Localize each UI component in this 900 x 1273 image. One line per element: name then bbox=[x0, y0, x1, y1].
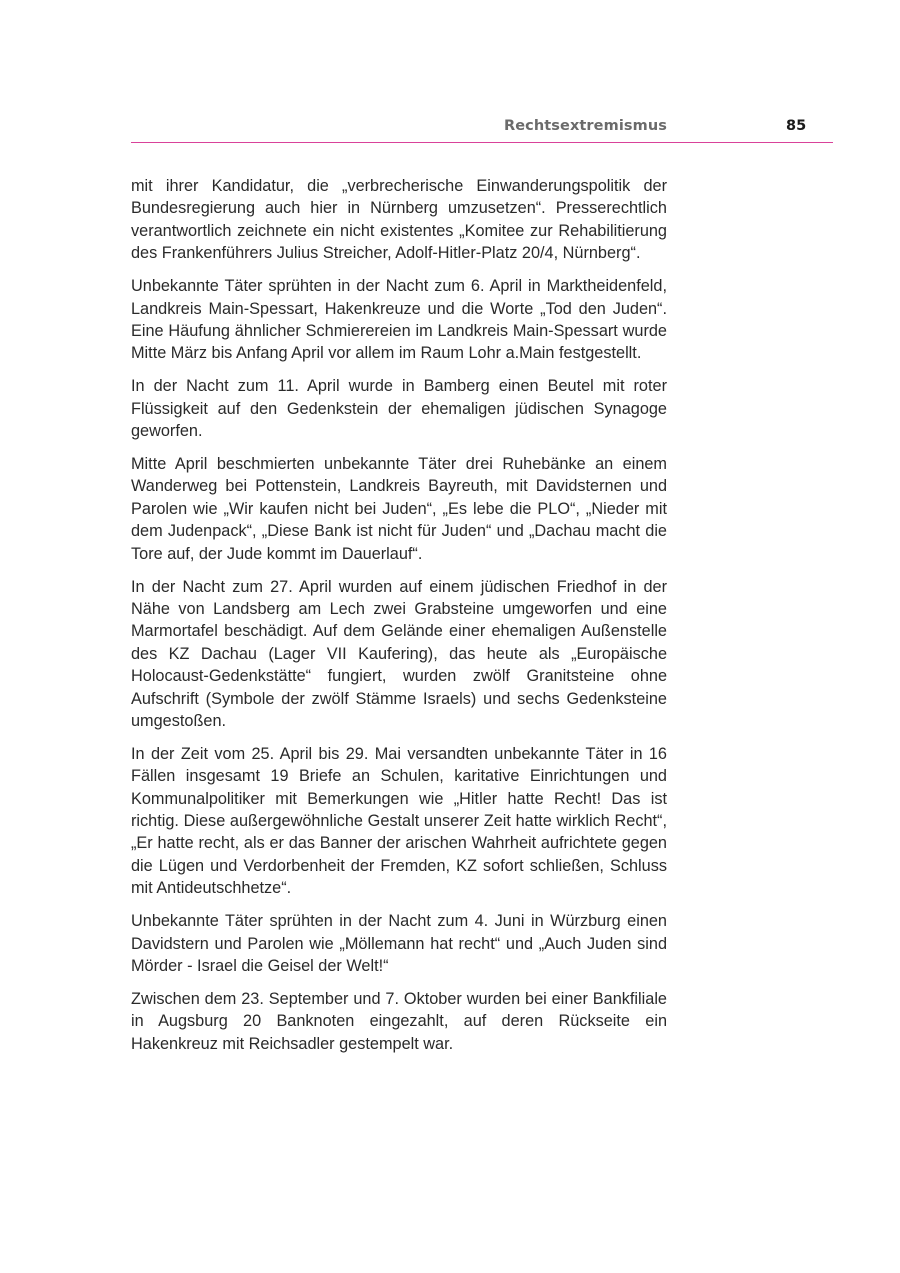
paragraph: Zwischen dem 23. September und 7. Oktober wurden bei einer Bankfiliale in Augsburg 20 Banknoten eingezahlt, auf deren Rückseite ein Hakenkreuz mit Reichsadler gestempelt war. bbox=[131, 989, 667, 1053]
running-header bbox=[131, 116, 833, 143]
page-number: 85 bbox=[786, 118, 807, 134]
paragraph: Unbekannte Täter sprühten in der Nacht zum 4. Juni in Würzburg einen Davidstern und Parolen wie „Möllemann hat recht“ und „Auch Juden sind Mörder - Israel die Geisel der Welt!“ bbox=[131, 912, 667, 975]
paragraph: In der Nacht zum 27. April wurden auf einem jüdischen Friedhof in der Nähe von Landsberg am Lech zwei Grabsteine umgeworfen und eine Marmortafel beschädigt. Auf dem Gelände einer ehemaligen Außenstelle des KZ Dachau (Lager VII Kaufering), das heute als „Europäische Holocaust-Gedenkstätte“ fungiert, wurden zwölf Granitsteine ohne Aufschrift (Symbole der zwölf Stämme Israels) und sechs Gedenksteine umgestoßen. bbox=[131, 577, 667, 730]
paragraph: In der Zeit vom 25. April bis 29. Mai versandten unbekannte Täter in 16 Fällen insgesamt 19 Briefe an Schulen, karitative Einrichtungen und Kommunalpolitiker mit Bemerkungen wie „Hitler hatte Recht! Das ist richtig. Diese außergewöhnliche Gestalt unserer Zeit hatte wirklich Recht“, „Er hatte recht, als er das Banner der arischen Wahrheit aufrichtete gegen die Lügen und Verdorbenheit der Fremden, KZ sofort schließen, Schluss mit Antideutschhetze“. bbox=[131, 744, 667, 898]
section-title: Rechtsextremismus bbox=[503, 118, 667, 134]
paragraph: Unbekannte Täter sprühten in der Nacht zum 6. April in Marktheidenfeld, Landkreis Main-Spessart, Hakenkreuze und die Worte „Tod den Juden“. Eine Häufung ähnlicher Schmierereien im Landkreis Main-Spessart wurde Mitte März bis Anfang April vor allem im Raum Lohr a.Main festgestellt. bbox=[131, 277, 667, 363]
body-text bbox=[131, 175, 667, 1066]
paragraph: mit ihrer Kandidatur, die „verbrecherische Einwanderungspolitik der Bundesregierung auch hier in Nürnberg umzusetzen“. Presserechtlich verantwortlich zeichnete ein nicht existentes „Komitee zur Rehabilitierung des Frankenführers Julius Streicher, Adolf-Hitler-Platz 20/4, Nürnberg“. bbox=[131, 177, 667, 263]
paragraph: Mitte April beschmierten unbekannte Täter drei Ruhebänke an einem Wanderweg bei Pottenstein, Landkreis Bayreuth, mit Davidsternen und Parolen wie „Wir kaufen nicht bei Juden“, „Es lebe die PLO“, „Nieder mit dem Judenpack“, „Diese Bank ist nicht für Juden“ und „Dachau macht die Tore auf, der Jude kommt im Dauerlauf“. bbox=[131, 454, 667, 563]
paragraph: In der Nacht zum 11. April wurde in Bamberg einen Beutel mit roter Flüssigkeit auf den Gedenkstein der ehemaligen jüdischen Synagoge geworfen. bbox=[131, 377, 667, 441]
